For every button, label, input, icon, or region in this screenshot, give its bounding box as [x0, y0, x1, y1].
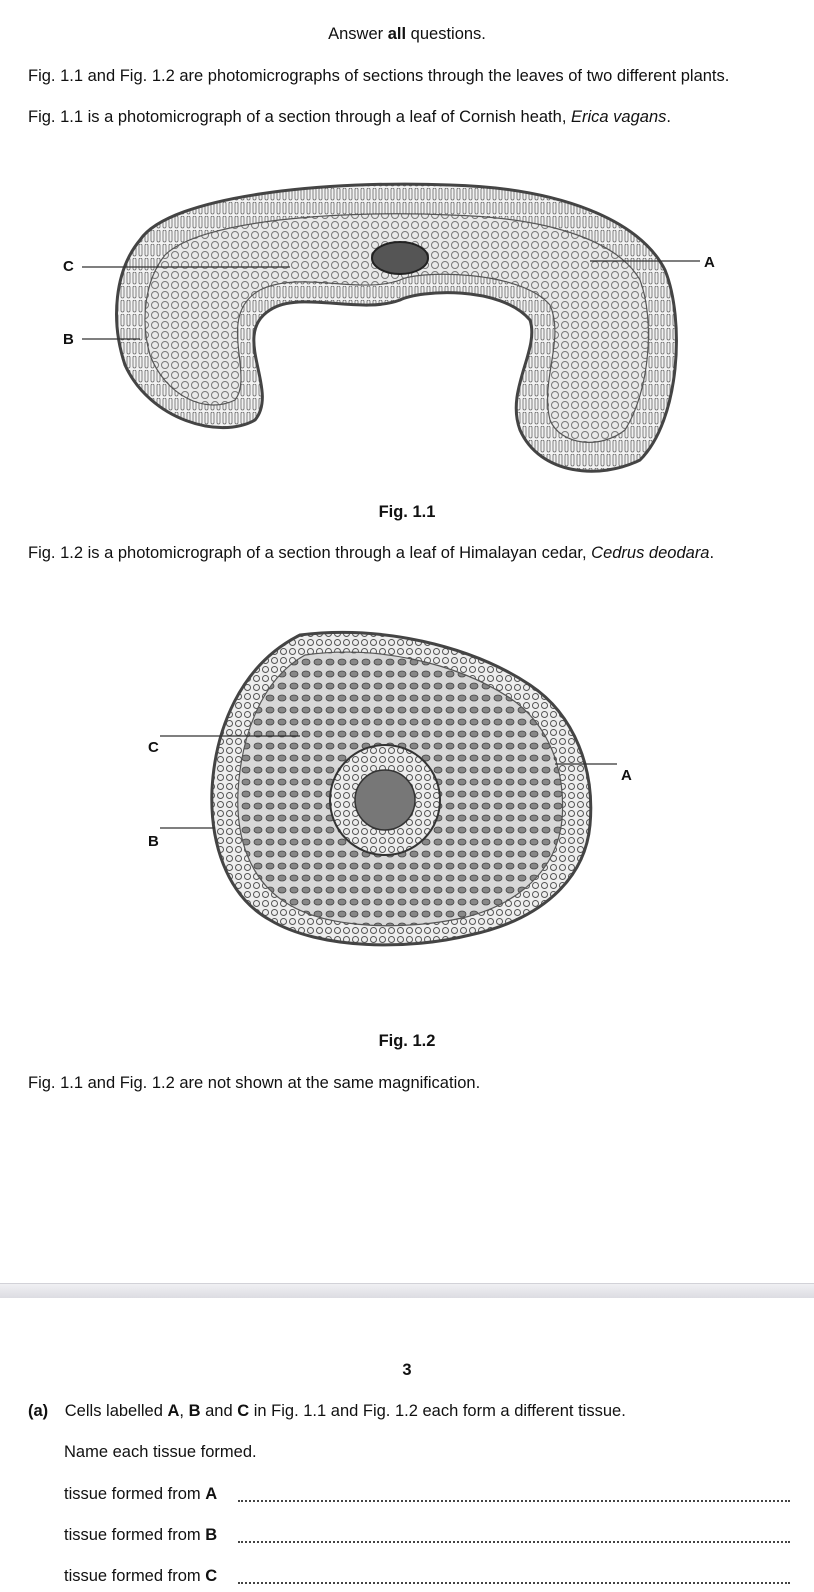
question-text: and — [200, 1402, 238, 1420]
fig1-label-c: C — [63, 258, 74, 275]
question-text: Cells labelled — [64, 1402, 168, 1420]
instruction-text-end: questions. — [406, 25, 486, 43]
page-separator — [0, 1283, 814, 1298]
letter-b: B — [188, 1402, 201, 1420]
question-text: in Fig. 1.1 and Fig. 1.2 each form a different tissue. — [249, 1402, 626, 1420]
fig2-label-c: C — [148, 739, 159, 756]
paragraph-3 — [28, 544, 714, 563]
fig2-label-a: A — [621, 767, 632, 784]
answer-line-a[interactable] — [238, 1500, 790, 1502]
vascular-bundle-1 — [372, 242, 428, 274]
paragraph-4: Fig. 1.1 and Fig. 1.2 are not shown at the same magnification. — [28, 1074, 481, 1092]
answer-row-c — [64, 1567, 217, 1586]
paragraph-1: Fig. 1.1 and Fig. 1.2 are photomicrographs of sections through the leaves of two different plants. — [28, 67, 730, 85]
paragraph-2-text: Fig. 1.1 is a photomicrograph of a section through a leaf of Cornish heath, — [28, 108, 571, 126]
answer-letter: A — [205, 1485, 218, 1503]
question-part-label: (a) — [28, 1402, 49, 1420]
letter-a: A — [167, 1402, 180, 1420]
answer-letter: C — [205, 1567, 218, 1585]
question-a — [28, 1402, 626, 1421]
paragraph-3-text: Fig. 1.2 is a photomicrograph of a section through a leaf of Himalayan cedar, — [28, 544, 592, 562]
answer-prompt: tissue formed from — [64, 1526, 206, 1544]
question-text: , — [179, 1402, 189, 1420]
paragraph-3-end: . — [709, 544, 715, 562]
figure-1-2-caption: Fig. 1.2 — [378, 1032, 436, 1050]
question-instruction: Name each tissue formed. — [64, 1443, 257, 1461]
figure-1-1-caption: Fig. 1.1 — [378, 503, 436, 521]
answer-row-a — [64, 1485, 217, 1504]
instruction-line — [0, 25, 814, 44]
answer-prompt: tissue formed from — [64, 1485, 206, 1503]
paragraph-2-end: . — [666, 108, 671, 126]
instruction-emphasis: all — [387, 25, 407, 43]
answer-letter: B — [205, 1526, 218, 1544]
answer-line-c[interactable] — [238, 1582, 790, 1584]
page-number: 3 — [402, 1361, 412, 1379]
fig2-label-b: B — [148, 833, 159, 850]
answer-line-b[interactable] — [238, 1541, 790, 1543]
paragraph-2 — [28, 108, 671, 127]
species-name: Cedrus deodara — [591, 544, 710, 562]
answer-row-b — [64, 1526, 217, 1545]
letter-c: C — [237, 1402, 250, 1420]
answer-prompt: tissue formed from — [64, 1567, 206, 1585]
instruction-text: Answer — [328, 25, 388, 43]
figure-1-2-micrograph — [0, 620, 814, 960]
species-name: Erica vagans — [571, 108, 667, 126]
fig1-label-a: A — [704, 254, 715, 271]
fig1-label-b: B — [63, 331, 74, 348]
xylem-core-2 — [355, 770, 415, 830]
figure-1-1-micrograph — [0, 160, 814, 490]
